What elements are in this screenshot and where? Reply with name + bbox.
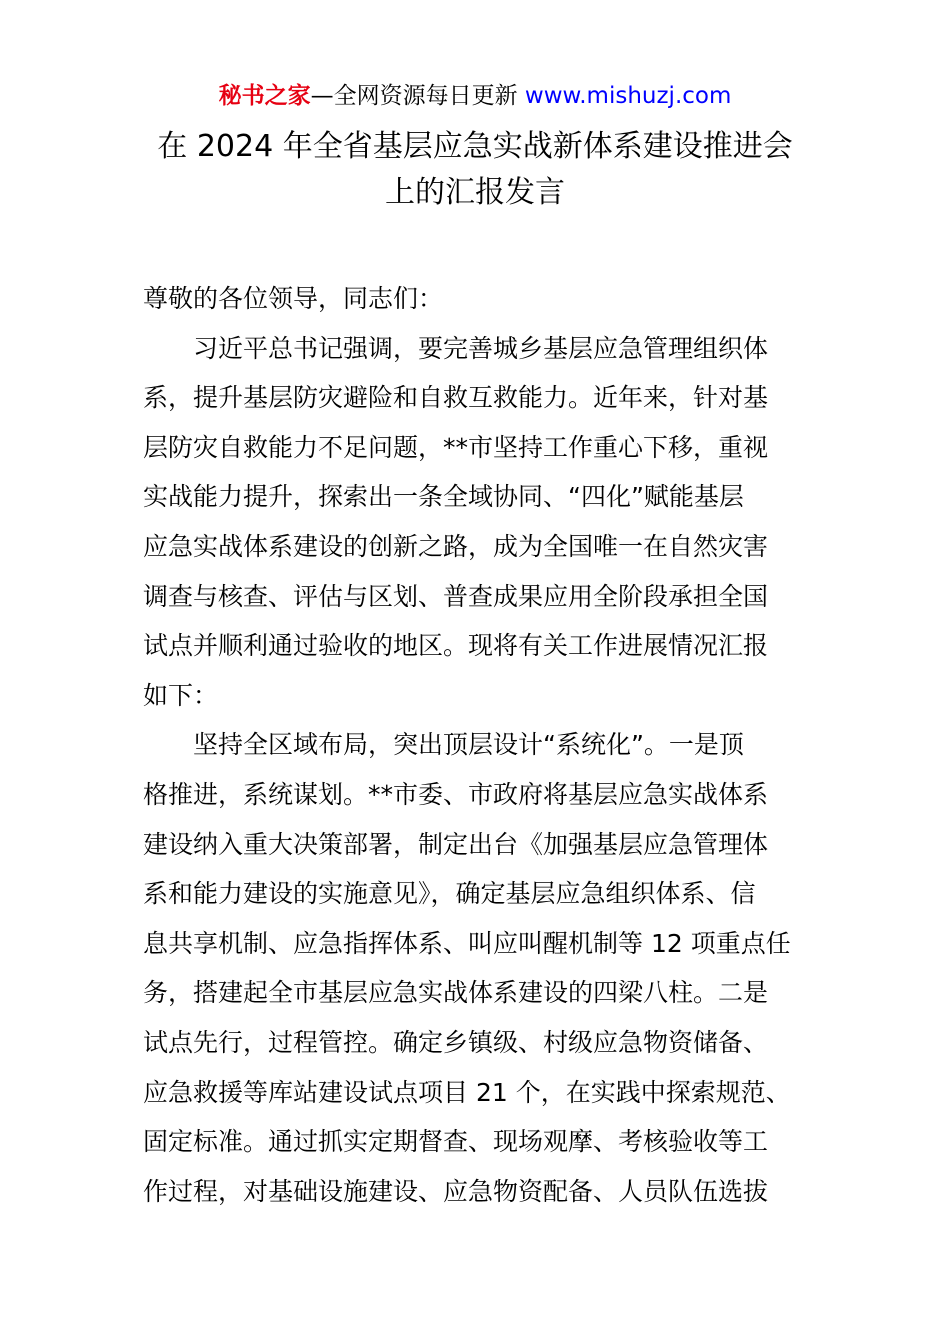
body-line: 应急实战体系建设的创新之路，成为全国唯一在自然灾害 xyxy=(143,531,769,561)
body-line: 如下： xyxy=(143,680,219,710)
body-line: 息共享机制、应急指挥体系、叫应叫醒机制等 12 项重点任 xyxy=(143,928,791,958)
body-line: 作过程，对基础设施建设、应急物资配备、人员队伍选拔 xyxy=(143,1176,769,1206)
site-url[interactable]: www.mishuzj.com xyxy=(524,83,732,109)
brand-name: 秘书之家 xyxy=(218,83,311,109)
body-line: 坚持全区域布局，突出顶层设计“系统化”。一是顶 xyxy=(193,730,744,760)
body-line: 固定标准。通过抓实定期督查、现场观摩、考核验收等工 xyxy=(143,1127,769,1157)
body-line: 实战能力提升，探索出一条全域协同、“四化”赋能基层 xyxy=(143,482,744,512)
body-line: 务，搭建起全市基层应急实战体系建设的四梁八柱。二是 xyxy=(143,978,769,1008)
body-line: 系和能力建设的实施意见》，确定基层应急组织体系、信 xyxy=(143,879,756,909)
body-line: 层防灾自救能力不足问题，**市坚持工作重心下移，重视 xyxy=(143,432,769,462)
site-header xyxy=(0,80,950,112)
title-line-2: 上的汇报发言 xyxy=(385,175,565,210)
title-line-1: 在 2024 年全省基层应急实战新体系建设推进会 xyxy=(157,129,793,164)
body-line: 试点先行，过程管控。确定乡镇级、村级应急物资储备、 xyxy=(143,1027,769,1057)
body-line: 系，提升基层防灾避险和自救互救能力。近年来，针对基 xyxy=(143,383,769,413)
header-tagline: —全网资源每日更新 xyxy=(310,83,518,109)
salutation: 尊敬的各位领导，同志们： xyxy=(143,284,444,313)
body-line: 试点并顺利通过验收的地区。现将有关工作进展情况汇报 xyxy=(143,631,769,661)
body-line: 格推进，系统谋划。**市委、市政府将基层应急实战体系 xyxy=(143,779,769,809)
body-line: 调查与核查、评估与区划、普查成果应用全阶段承担全国 xyxy=(143,581,769,611)
body-line: 习近平总书记强调，要完善城乡基层应急管理组织体 xyxy=(193,333,769,363)
body-line: 建设纳入重大决策部署，制定出台《加强基层应急管理体 xyxy=(143,829,769,859)
document-body xyxy=(143,274,813,1216)
body-line: 应急救援等库站建设试点项目 21 个，在实践中探索规范、 xyxy=(143,1077,791,1107)
document-title xyxy=(140,124,810,216)
